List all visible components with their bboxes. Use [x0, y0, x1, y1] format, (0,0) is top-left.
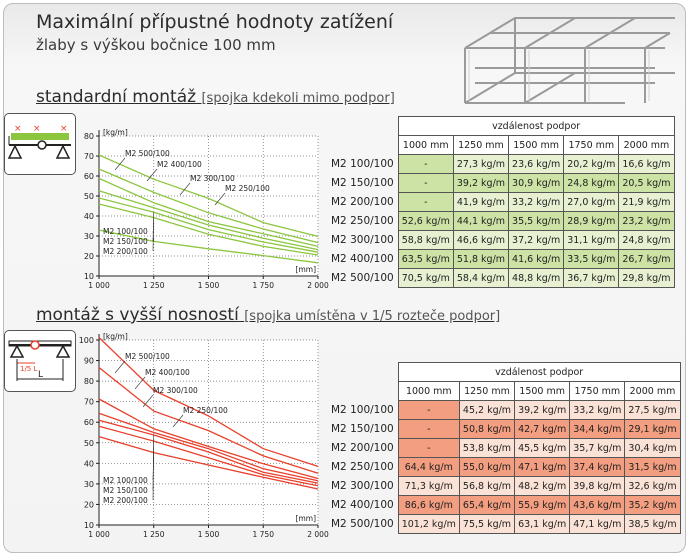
table-cell: 20,2 kg/m — [564, 155, 619, 174]
series-label: M2 300/100 — [190, 174, 235, 183]
table-row — [328, 496, 680, 515]
table-corner — [328, 136, 398, 155]
load-table-high-capacity — [328, 362, 681, 534]
table-corner — [328, 382, 398, 401]
table-cell: 23,2 kg/m — [619, 212, 674, 231]
row-label: M2 100/100 — [331, 404, 394, 416]
row-label: M2 250/100 — [331, 461, 394, 473]
table-cell: 33,2 kg/m — [570, 401, 625, 420]
table-row — [328, 250, 674, 269]
table-cell: 39,8 kg/m — [570, 477, 625, 496]
table-row — [328, 477, 680, 496]
table-cell: 37,2 kg/m — [509, 231, 564, 250]
column-header: 1500 mm — [509, 136, 564, 155]
table-cell: - — [398, 401, 459, 420]
y-tick-label: 20 — [83, 252, 94, 261]
table-cell: 47,1 kg/m — [515, 458, 570, 477]
row-label: M2 200/100 — [331, 196, 394, 208]
x-tick-label: 1 000 — [88, 281, 110, 290]
y-tick-label: 80 — [83, 377, 94, 387]
table-cell: 65,4 kg/m — [459, 496, 514, 515]
table-cell: - — [398, 174, 453, 193]
table-cell: 33,5 kg/m — [564, 250, 619, 269]
x-tick-label: 2 000 — [307, 530, 329, 539]
table-cell: 31,5 kg/m — [625, 458, 680, 477]
y-tick-label: 40 — [83, 459, 94, 469]
table-cell: 47,1 kg/m — [570, 515, 625, 534]
table-cell: - — [398, 439, 459, 458]
table-cell: 30,9 kg/m — [509, 174, 564, 193]
x-tick-label: 1 500 — [197, 281, 220, 290]
column-header: 1250 mm — [459, 382, 514, 401]
table-cell: 29,8 kg/m — [619, 269, 674, 288]
y-axis-label: [kg/m] — [103, 332, 128, 341]
chart-high-capacity-mounting — [75, 328, 329, 543]
row-label: M2 250/100 — [331, 215, 394, 227]
row-label: M2 500/100 — [331, 272, 394, 284]
table-row — [328, 439, 680, 458]
x-tick-label: 1 750 — [252, 530, 274, 539]
y-tick-label: 80 — [83, 132, 94, 141]
table-cell: 27,0 kg/m — [564, 193, 619, 212]
table-cell: 23,6 kg/m — [509, 155, 564, 174]
table-header-row — [328, 382, 680, 401]
high-capacity-mounting-icon — [4, 330, 76, 392]
series-label: M2 200/100 — [103, 496, 148, 505]
series-label: M2 500/100 — [125, 352, 170, 361]
row-label: M2 300/100 — [331, 480, 394, 492]
y-tick-label: 10 — [83, 272, 94, 281]
series-label: M2 150/100 — [103, 486, 148, 495]
table-row — [328, 231, 674, 250]
column-header: 1000 mm — [398, 136, 453, 155]
table-cell: 34,4 kg/m — [570, 420, 625, 439]
series-label: M2 200/100 — [103, 247, 148, 256]
x-axis-label: [mm] — [295, 514, 316, 523]
row-label: M2 150/100 — [331, 177, 394, 189]
standard-mounting-icon — [4, 113, 76, 175]
table-cell: 55,0 kg/m — [459, 458, 514, 477]
series-label: M2 400/100 — [145, 368, 190, 377]
table-row — [328, 193, 674, 212]
page-title: Maximální přípustné hodnoty zatížení — [36, 11, 394, 33]
table-cell: - — [398, 155, 453, 174]
table-cell: 28,9 kg/m — [564, 212, 619, 231]
y-tick-label: 90 — [83, 356, 94, 366]
table-row — [328, 401, 680, 420]
x-axis-label: [mm] — [295, 265, 316, 274]
column-header: 1000 mm — [398, 382, 459, 401]
series-label: M2 150/100 — [103, 237, 148, 246]
table-cell: 51,8 kg/m — [453, 250, 508, 269]
table-cell: 46,6 kg/m — [453, 231, 508, 250]
table-row — [328, 458, 680, 477]
table-cell: 33,2 kg/m — [509, 193, 564, 212]
table-cell: 58,4 kg/m — [453, 269, 508, 288]
section-title-standard — [36, 87, 395, 107]
row-label: M2 400/100 — [331, 253, 394, 265]
table-cell: 71,3 kg/m — [398, 477, 459, 496]
svg-text:×: × — [14, 124, 22, 134]
table-cell: - — [398, 193, 453, 212]
svg-text:×: × — [60, 124, 68, 134]
table-cell: 39,2 kg/m — [515, 401, 570, 420]
row-label: M2 500/100 — [331, 518, 394, 530]
section-title-text: standardní montáž — [36, 87, 197, 107]
table-cell: 64,4 kg/m — [398, 458, 459, 477]
table-header-row — [328, 117, 674, 136]
column-header: 2000 mm — [619, 136, 674, 155]
table-cell: - — [398, 420, 459, 439]
table-cell: 30,4 kg/m — [625, 439, 680, 458]
x-tick-label: 1 250 — [143, 281, 165, 290]
series-label: M2 400/100 — [157, 160, 202, 169]
y-tick-label: 50 — [83, 438, 94, 448]
series-label: M2 250/100 — [225, 184, 270, 193]
table-cell: 101,2 kg/m — [398, 515, 459, 534]
table-cell: 45,5 kg/m — [515, 439, 570, 458]
table-cell: 58,8 kg/m — [398, 231, 453, 250]
column-group-header: vzdálenost podpor — [398, 363, 680, 382]
y-tick-label: 30 — [83, 479, 94, 489]
y-tick-label: 50 — [83, 192, 94, 201]
y-tick-label: 70 — [83, 397, 94, 407]
table-cell: 75,5 kg/m — [459, 515, 514, 534]
load-table-standard — [328, 116, 675, 288]
section-title-text: montáž s vyšší nosností — [36, 305, 239, 325]
table-cell: 41,6 kg/m — [509, 250, 564, 269]
chart-standard-mounting — [75, 124, 329, 294]
cable-tray-illustration — [455, 8, 680, 108]
section-title-high-capacity — [36, 305, 500, 325]
row-label: M2 200/100 — [331, 442, 394, 454]
x-tick-label: 1 000 — [88, 530, 110, 539]
table-cell: 50,8 kg/m — [459, 420, 514, 439]
column-header: 2000 mm — [625, 382, 680, 401]
row-label: M2 150/100 — [331, 423, 394, 435]
table-header-row — [328, 363, 680, 382]
column-header: 1500 mm — [515, 382, 570, 401]
table-cell: 20,5 kg/m — [619, 174, 674, 193]
y-tick-label: 40 — [83, 212, 94, 221]
page-subtitle: žlaby s výškou bočnice 100 mm — [36, 36, 276, 54]
series-label: M2 100/100 — [103, 476, 148, 485]
y-tick-label: 60 — [83, 418, 94, 428]
table-cell: 24,8 kg/m — [619, 231, 674, 250]
table-row — [328, 420, 680, 439]
table-cell: 36,7 kg/m — [564, 269, 619, 288]
table-cell: 16,6 kg/m — [619, 155, 674, 174]
table-cell: 63,5 kg/m — [398, 250, 453, 269]
table-cell: 63,1 kg/m — [515, 515, 570, 534]
icon-label-fifth: 1/5 L — [20, 365, 38, 373]
column-group-header: vzdálenost podpor — [398, 117, 674, 136]
table-cell: 42,7 kg/m — [515, 420, 570, 439]
row-label: M2 400/100 — [331, 499, 394, 511]
table-cell: 21,9 kg/m — [619, 193, 674, 212]
table-corner — [328, 117, 398, 136]
series-label: M2 250/100 — [183, 406, 228, 415]
column-header: 1750 mm — [570, 382, 625, 401]
section-note: [spojka umístěna v 1/5 rozteče podpor] — [244, 309, 501, 324]
table-cell: 43,6 kg/m — [570, 496, 625, 515]
y-tick-label: 10 — [83, 521, 94, 530]
row-label: M2 300/100 — [331, 234, 394, 246]
section-note: [spojka kdekoli mimo podpor] — [201, 91, 395, 106]
y-tick-label: 70 — [83, 152, 94, 161]
table-cell: 45,2 kg/m — [459, 401, 514, 420]
series-label: M2 100/100 — [103, 227, 148, 236]
table-cell: 70,5 kg/m — [398, 269, 453, 288]
column-header: 1750 mm — [564, 136, 619, 155]
table-cell: 35,5 kg/m — [509, 212, 564, 231]
y-axis-label: [kg/m] — [103, 128, 128, 137]
row-label: M2 100/100 — [331, 158, 394, 170]
table-cell: 56,8 kg/m — [459, 477, 514, 496]
table-cell: 38,5 kg/m — [625, 515, 680, 534]
table-row — [328, 515, 680, 534]
table-row — [328, 269, 674, 288]
table-cell: 24,8 kg/m — [564, 174, 619, 193]
table-cell: 35,2 kg/m — [625, 496, 680, 515]
table-row — [328, 212, 674, 231]
x-tick-label: 1 750 — [252, 281, 274, 290]
series-label: M2 500/100 — [125, 149, 170, 158]
x-tick-label: 1 500 — [197, 530, 220, 539]
table-cell: 48,2 kg/m — [515, 477, 570, 496]
table-cell: 39,2 kg/m — [453, 174, 508, 193]
x-tick-label: 1 250 — [143, 530, 165, 539]
table-cell: 53,8 kg/m — [459, 439, 514, 458]
table-cell: 35,7 kg/m — [570, 439, 625, 458]
y-tick-label: 100 — [78, 336, 94, 345]
table-cell: 27,3 kg/m — [453, 155, 508, 174]
table-cell: 41,9 kg/m — [453, 193, 508, 212]
table-cell: 27,5 kg/m — [625, 401, 680, 420]
table-cell: 29,1 kg/m — [625, 420, 680, 439]
series-label: M2 300/100 — [153, 386, 198, 395]
column-header: 1250 mm — [453, 136, 508, 155]
table-row — [328, 174, 674, 193]
table-cell: 86,6 kg/m — [398, 496, 459, 515]
table-cell: 44,1 kg/m — [453, 212, 508, 231]
table-cell: 31,1 kg/m — [564, 231, 619, 250]
table-cell: 37,4 kg/m — [570, 458, 625, 477]
y-tick-label: 20 — [83, 500, 94, 510]
x-tick-label: 2 000 — [307, 281, 329, 290]
table-corner — [328, 363, 398, 382]
table-cell: 48,8 kg/m — [509, 269, 564, 288]
table-row — [328, 155, 674, 174]
table-header-row — [328, 136, 674, 155]
table-cell: 55,9 kg/m — [515, 496, 570, 515]
table-cell: 32,6 kg/m — [625, 477, 680, 496]
y-tick-label: 30 — [83, 232, 94, 241]
y-tick-label: 60 — [83, 172, 94, 181]
icon-label-span: L — [38, 370, 44, 380]
table-cell: 26,7 kg/m — [619, 250, 674, 269]
svg-text:×: × — [33, 124, 41, 134]
table-cell: 52,6 kg/m — [398, 212, 453, 231]
